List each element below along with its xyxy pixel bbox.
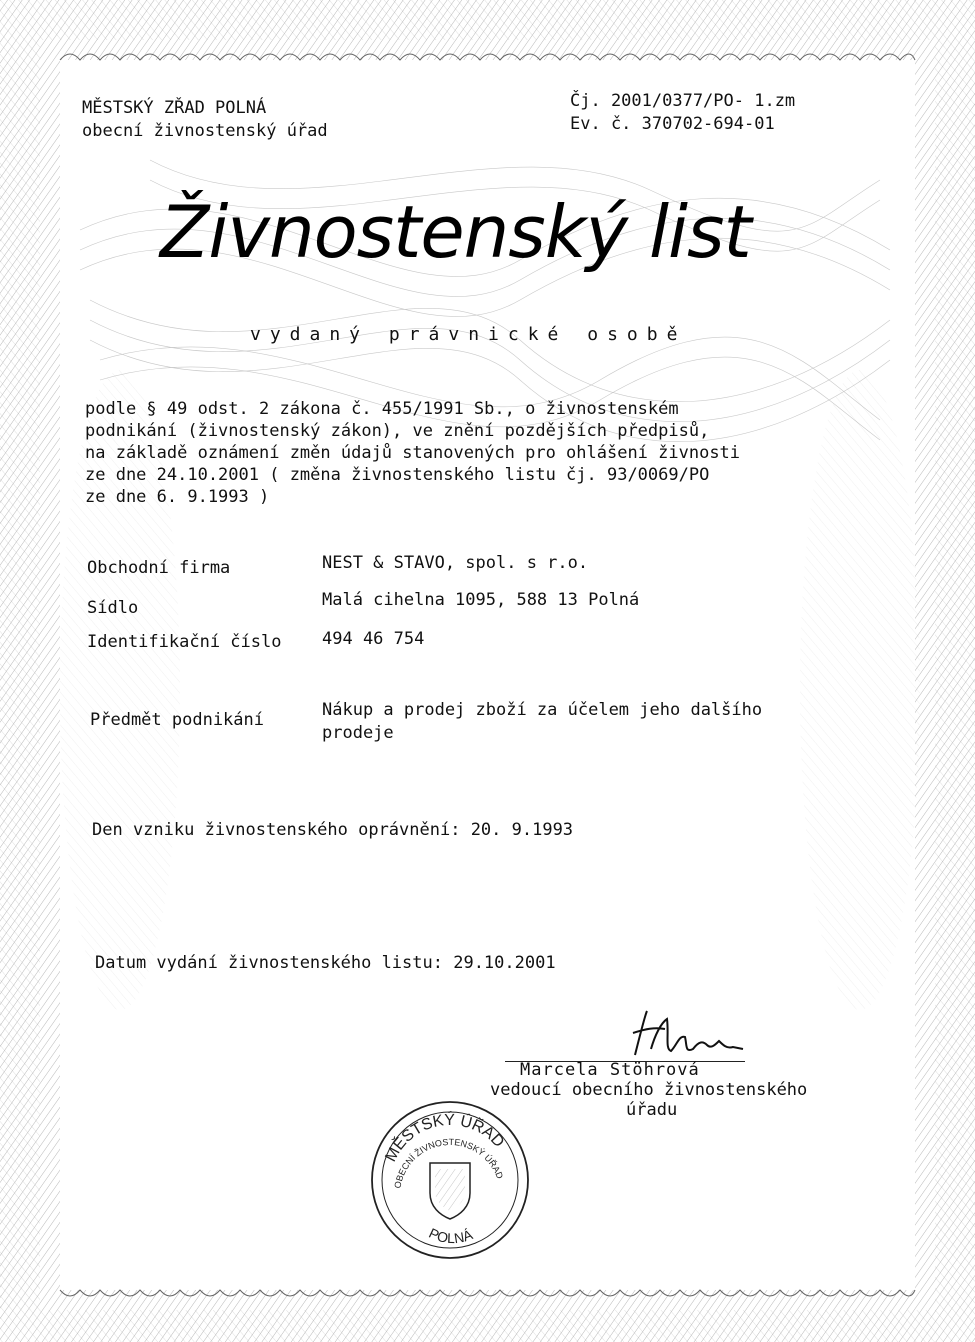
subject-line-2: prodeje: [322, 723, 394, 743]
subject-value: [322, 699, 762, 745]
office-line-1: MĚSTSKÝ ZŘAD POLNÁ: [82, 98, 267, 118]
origin-date: Den vzniku živnostenského oprávnění: 20. 9.1993: [92, 820, 574, 840]
seat-value: Malá cihelna 1095, 588 13 Polná: [322, 590, 640, 610]
stamp-outer-text: MĚSTSKÝ ÚŘAD: [382, 1111, 508, 1165]
firm-value: NEST & STAVO, spol. s r.o.: [322, 553, 589, 573]
firm-label: Obchodní firma: [87, 558, 231, 578]
issuing-office: [82, 97, 328, 143]
legal-line-2: podnikání (živnostenský zákon), ve znění pozdějších předpisů,: [85, 421, 710, 441]
reference-line-2: Ev. č. 370702-694-01: [570, 114, 775, 134]
document-subtitle: vydaný právnické osobě: [250, 324, 687, 345]
signer-role-1: vedoucí obecního živnostenského: [490, 1080, 808, 1100]
reference-line-1: Čj. 2001/0377/PO- 1.zm: [570, 91, 796, 111]
legal-line-1: podle § 49 odst. 2 zákona č. 455/1991 Sb., o živnostenském: [85, 399, 679, 419]
legal-line-5: ze dne 6. 9.1993 ): [85, 487, 270, 507]
subject-line-1: Nákup a prodej zboží za účelem jeho dalšího: [322, 700, 763, 720]
id-value: 494 46 754: [322, 629, 425, 649]
signer-role-2: úřadu: [626, 1100, 678, 1120]
stamp-inner-text: OBECNÍ ŽIVNOSTENSKÝ ÚŘAD: [392, 1136, 506, 1190]
handwritten-signature: [615, 1005, 765, 1065]
legal-line-3: na základě oznámení změn údajů stanovených pro ohlášení živnosti: [85, 443, 741, 463]
legal-line-4: ze dne 24.10.2001 ( změna živnostenského listu čj. 93/0069/PO: [85, 465, 710, 485]
seat-label: Sídlo: [87, 598, 139, 618]
document-title: Živnostenský list: [160, 190, 751, 274]
id-label: Identifikační číslo: [87, 632, 282, 652]
signer-block: [490, 1060, 808, 1120]
issue-date: Datum vydání živnostenského listu: 29.10.2001: [95, 953, 556, 973]
legal-basis-text: [85, 398, 845, 508]
stamp-bottom-text: POLNÁ: [426, 1224, 475, 1247]
reference-numbers: [570, 90, 795, 136]
signer-name: Marcela Stöhrová: [520, 1060, 700, 1080]
official-stamp: [360, 1085, 540, 1265]
subject-label: Předmět podnikání: [90, 710, 264, 730]
office-line-2: obecní živnostenský úřad: [82, 121, 328, 141]
